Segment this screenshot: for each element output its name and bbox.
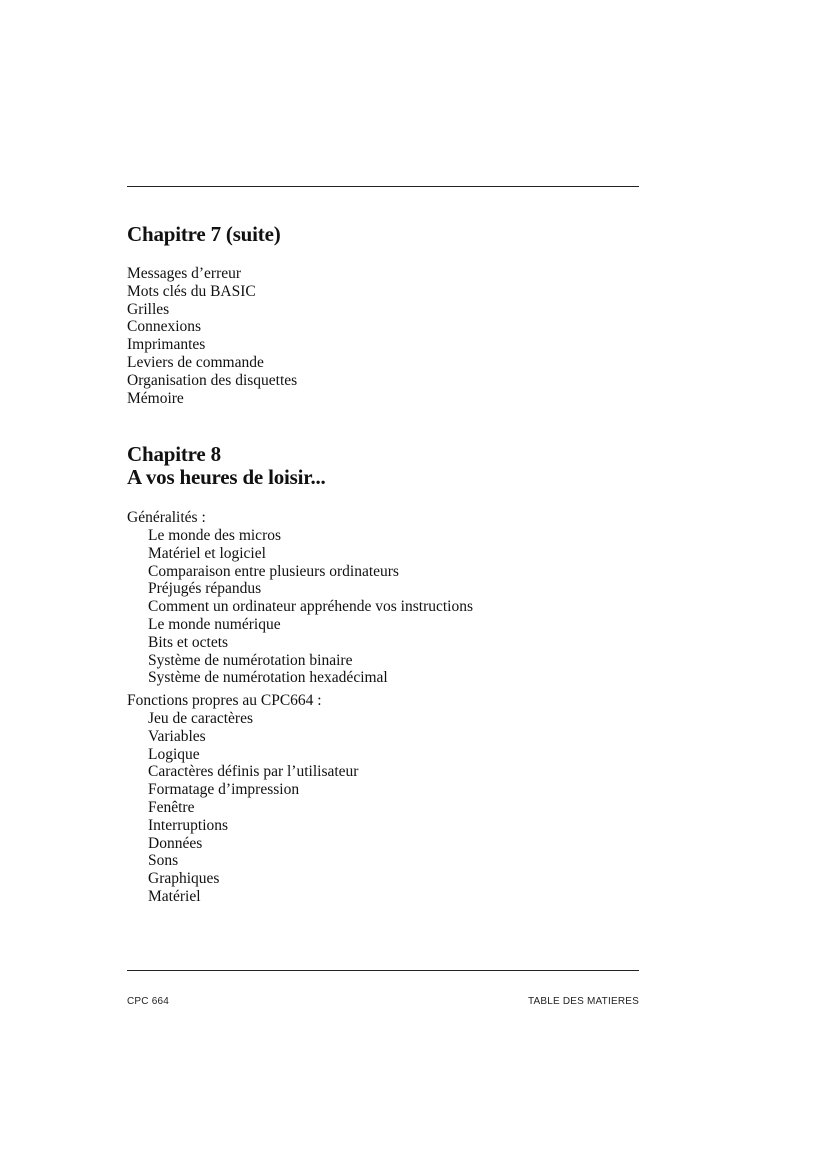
list-item: Comment un ordinateur appréhende vos instructions <box>148 598 474 616</box>
chapter-8-title-line1: Chapitre 8 <box>127 442 221 466</box>
footer-section-title: TABLE DES MATIERES <box>527 996 639 1007</box>
list-item: Leviers de commande <box>127 353 264 371</box>
list-item: Le monde des micros <box>148 527 282 544</box>
top-rule <box>127 186 639 187</box>
list-item: Préjugés répandus <box>148 580 262 598</box>
list-item: Bits et octets <box>148 633 229 651</box>
list-item: Grilles <box>127 300 170 318</box>
list-item: Logique <box>148 745 200 763</box>
list-item: Imprimantes <box>127 336 206 354</box>
list-item: Formatage d’impression <box>148 781 300 799</box>
footer-model: CPC 664 <box>127 996 169 1007</box>
chapter-7-title: Chapitre 7 (suite) <box>127 222 281 246</box>
list-item: Interruptions <box>148 816 229 834</box>
chapter-7-list <box>127 265 297 407</box>
list-item: Le monde numérique <box>148 615 281 633</box>
list-item: Connexions <box>127 318 202 336</box>
list-item: Sons <box>148 852 179 870</box>
bottom-rule <box>127 970 639 971</box>
list-item: Données <box>148 834 203 852</box>
list-item: Graphiques <box>148 870 220 888</box>
list-item: Système de numérotation hexadécimal <box>148 669 388 687</box>
list-item: Jeu de caractères <box>148 710 253 727</box>
list-item: Messages d’erreur <box>127 265 242 282</box>
list-item: Fenêtre <box>148 798 195 816</box>
list-item: Mots clés du BASIC <box>127 282 256 300</box>
list-item: Comparaison entre plusieurs ordinateurs <box>148 562 399 580</box>
fonctions-list <box>148 710 358 906</box>
list-item: Variables <box>148 727 206 745</box>
chapter-8-title-line2: A vos heures de loisir... <box>127 465 326 489</box>
list-item: Matériel <box>148 887 201 905</box>
group-title-fonctions: Fonctions propres au CPC664 : <box>127 692 322 709</box>
list-item: Caractères définis par l’utilisateur <box>148 763 359 781</box>
list-item: Mémoire <box>127 389 184 407</box>
list-item: Organisation des disquettes <box>127 371 298 389</box>
chapter-8-title <box>127 443 326 489</box>
generalites-list <box>148 527 473 687</box>
group-title-generalites: Généralités : <box>127 509 206 526</box>
list-item: Système de numérotation binaire <box>148 651 353 669</box>
list-item: Matériel et logiciel <box>148 544 266 562</box>
